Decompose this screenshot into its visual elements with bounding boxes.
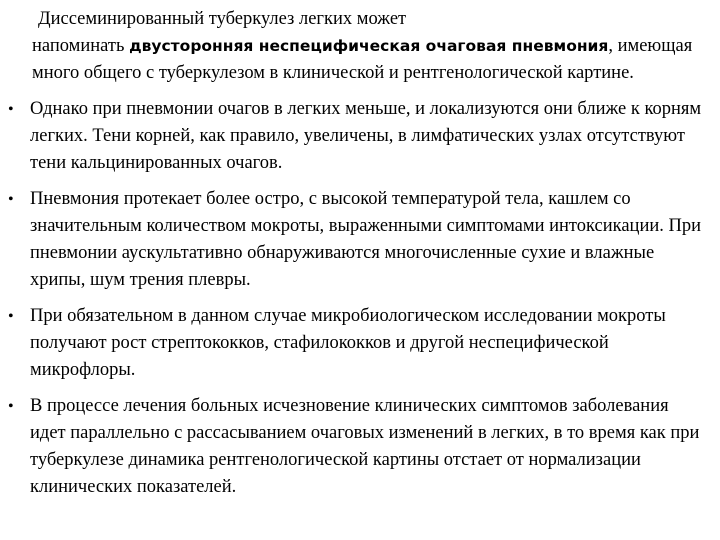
bullet-text-3: При обязательном в данном случае микробиологическом исследовании мокроты получают рост стрептококков, стафилококков и другой неспецифической микрофлоры. — [30, 306, 666, 380]
bullet-text-1: Однако при пневмонии очагов в легких меньше, и локализуются они ближе к корням легких. Тени корней, как правило, увеличены, в лимфатических узлах отсутствуют тени кальцинированных очагов. — [30, 99, 702, 173]
bullet-item-4 — [6, 393, 702, 501]
intro-lead: напоминать — [32, 36, 130, 56]
bullet-marker: • — [8, 308, 14, 325]
bullet-item-2 — [6, 186, 702, 294]
bullet-text-2: Пневмония протекает более остро, с высокой температурой тела, кашлем со значительным количеством мокроты, выраженными симптомами интоксикации. При пневмонии аускультативно обнаруживаются многочисленные сухие и влажные хрипы, шум трения плевры. — [30, 189, 702, 290]
bullet-marker: • — [8, 398, 14, 415]
bullet-marker: • — [8, 191, 14, 208]
bullet-text-4: В процессе лечения больных исчезновение клинических симптомов заболевания идет параллельно с рассасыванием очаговых изменений в легких, в то время как при туберкулезе динамика рентгенологической картины отстает от нормализации клинических показателей. — [30, 396, 700, 497]
bullet-marker: • — [8, 101, 14, 118]
intro-paragraph — [6, 6, 702, 87]
bullet-item-3 — [6, 303, 702, 384]
intro-tail: , имеющая много общего с туберкулезом в клинической и рентгенологической картине. — [32, 36, 693, 83]
intro-line-1: Диссеминированный туберкулез легких может — [38, 9, 407, 29]
bullet-item-1 — [6, 96, 702, 177]
intro-emphasis: двусторонняя неспецифическая очаговая пневмония — [129, 37, 609, 55]
